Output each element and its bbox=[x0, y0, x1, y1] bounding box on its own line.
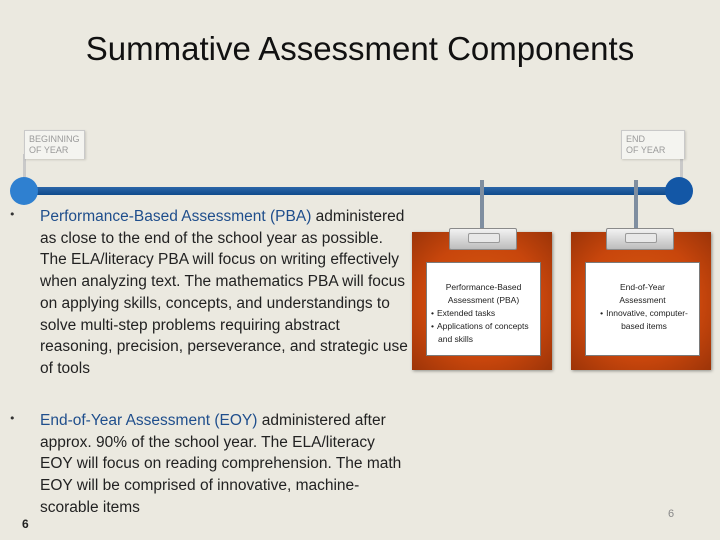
start-of-year-label bbox=[24, 130, 85, 159]
eoy-box-content bbox=[585, 262, 700, 356]
eoy-body: administered after approx. 90% of the school year. The ELA/literacy EOY will focus on reading comprehension. The math EOY will be comprised of innovative, machine-scorable items bbox=[40, 412, 402, 516]
pba-body: administered as close to the end of the school year as possible. The ELA/literacy PBA will focus on writing effectively when analyzing text. The mathematics PBA will focus on applying skills, concepts, and understandings to solve multi-step problems requiring abstract reasoning, precision, perseverance, and strategic use of tools bbox=[40, 208, 408, 377]
pba-box-content bbox=[426, 262, 541, 356]
pba-heading: Performance-Based Assessment (PBA) bbox=[40, 208, 312, 225]
end-label-line2: OF YEAR bbox=[626, 145, 666, 155]
eoy-box-items bbox=[586, 307, 699, 333]
pba-box-title bbox=[427, 281, 540, 307]
timeline-start-dot bbox=[10, 177, 38, 205]
end-of-year-label bbox=[621, 130, 685, 159]
timeline-bar bbox=[22, 187, 680, 195]
pba-clip-icon bbox=[449, 228, 517, 250]
eoy-item: • Innovative, computer-based items bbox=[589, 307, 699, 333]
timeline-end-dot bbox=[665, 177, 693, 205]
eoy-box bbox=[571, 232, 711, 370]
pba-item: • Applications of concepts and skills bbox=[430, 320, 540, 346]
start-label-line2: OF YEAR bbox=[29, 145, 69, 155]
bullet-eoy-text bbox=[40, 410, 410, 519]
pba-box-title-line2: Assessment (PBA) bbox=[447, 295, 520, 305]
page-number-left: 6 bbox=[22, 517, 29, 531]
pba-box-title-line1: Performance-Based bbox=[445, 282, 522, 292]
start-label-line1: BEGINNING bbox=[29, 134, 80, 144]
pba-connector bbox=[480, 180, 484, 230]
eoy-connector bbox=[634, 180, 638, 230]
eoy-box-title bbox=[586, 281, 699, 307]
bullet-pba-text bbox=[40, 206, 410, 380]
pba-box-items bbox=[427, 307, 540, 346]
end-label-line1: END bbox=[626, 134, 646, 144]
pba-item: • Extended tasks bbox=[430, 307, 540, 320]
eoy-clip-icon bbox=[606, 228, 674, 250]
eoy-heading: End-of-Year Assessment (EOY) bbox=[40, 412, 258, 429]
bullet-marker: • bbox=[9, 412, 16, 425]
pba-box bbox=[412, 232, 552, 370]
eoy-box-title-line1: End-of-Year bbox=[619, 282, 666, 292]
page-number-right: 6 bbox=[668, 508, 675, 520]
eoy-box-title-line2: Assessment bbox=[619, 295, 666, 305]
bullet-marker: • bbox=[9, 208, 16, 221]
slide-title: Summative Assessment Components bbox=[85, 30, 635, 67]
